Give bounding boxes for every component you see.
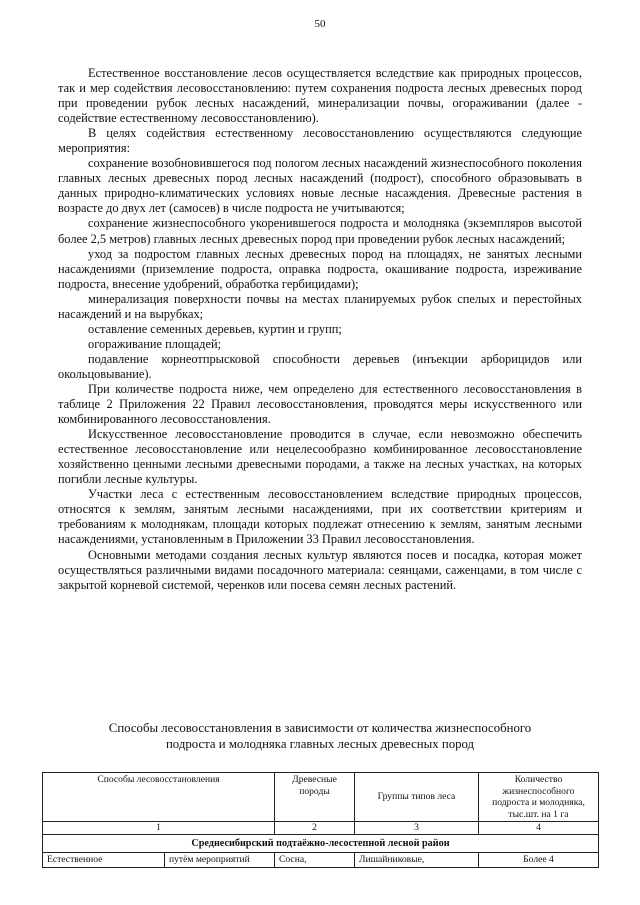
header-quantity: Количество жизнеспособного подроста и молодняка, тыс.шт. на 1 га (479, 773, 599, 822)
table-caption (58, 720, 582, 752)
caption-line: подроста и молодняка главных лесных древесных пород (165, 737, 475, 751)
paragraph: минерализация поверхности почвы на местах планируемых рубок спелых и перестойных насаждений и на вырубках; (58, 291, 582, 321)
paragraph: подавление корнеотпрысковой способности деревьев (инъекции арборицидов или окольцовывание). (58, 351, 582, 381)
paragraph: оставление семенных деревьев, куртин и групп; (88, 321, 342, 336)
column-number-row (43, 822, 599, 835)
body-text (58, 66, 582, 593)
region-row (43, 834, 599, 853)
cell-submethod: путём мероприятий (165, 853, 275, 868)
cell-species: Сосна, (275, 853, 355, 868)
paragraph: сохранение жизнеспособного укоренившегося подроста и молодняка (экземпляров высотой более 2,5 метров) главных лесных древесных пород при проведении рубок лесных насаждений; (58, 216, 582, 246)
paragraph: Основными методами создания лесных культур являются посев и посадка, которая может осуществляться различными видами посадочного материала: сеянцами, саженцами, в том числе с закрытой корневой системой, черенков или посева семян лесных растений. (58, 547, 582, 592)
column-number: 3 (355, 822, 479, 835)
paragraph: Участки леса с естественным лесовосстановлением вследствие природных процессов, относятся к землям, занятым лесными насаждениями, при их соответствии критериям и требованиям к молоднякам, площади которых подлежат отнесению к землям, занятым лесными насаждениями, установленным в Приложении 33 Правил лесовосстановления. (58, 487, 582, 547)
paragraph: Естественное восстановление лесов осуществляется вследствие как природных процессов, так и мер содействия лесовосстановлению: путем сохранения подроста лесных древесных пород при проведении рубок лесных насаждений, минерализации почвы, огораживании (далее - содействие естественному лесовосстановлению). (58, 66, 582, 126)
header-species: Древесные породы (275, 773, 355, 822)
paragraph: В целях содействия естественному лесовосстановлению осуществляются следующие мероприятия: (58, 126, 582, 156)
paragraph: уход за подростом главных лесных древесных пород на площадях, не занятых лесными насаждениями (приземление подроста, оправка подроста, окашивание подроста, изреживание подроста, внесение удобрений, обработка гербицидами); (58, 246, 582, 291)
paragraph: сохранение возобновившегося под пологом лесных насаждений жизнеспособного поколения главных лесных древесных пород лесных насаждений (подрост), способного образовывать в данных природно-климатических условиях новые лесные насаждения. Древесные растения в возрасте до двух лет (самосев) в числе подроста не учитываются; (58, 156, 582, 216)
table-row (43, 853, 599, 868)
paragraph: огораживание площадей; (88, 336, 222, 351)
caption-line: Способы лесовосстановления в зависимости от количества жизнеспособного (108, 721, 532, 735)
cell-quantity: Более 4 (479, 853, 599, 868)
page-number: 50 (314, 18, 326, 30)
table-header-row (43, 773, 599, 822)
column-number: 1 (43, 822, 275, 835)
header-methods: Способы лесовосстановления (43, 773, 275, 822)
header-forest-types: Группы типов леса (355, 773, 479, 822)
column-number: 2 (275, 822, 355, 835)
paragraph: Искусственное лесовосстановление проводится в случае, если невозможно обеспечить естественное лесовосстановление или нецелесообразно комбинированное лесовосстановление хозяйственно ценными лесными древесными породами, а также на лесных участках, на которых погибли лесные культуры. (58, 427, 582, 487)
cell-method: Естественное (43, 853, 165, 868)
reforestation-table (42, 772, 599, 868)
column-number: 4 (479, 822, 599, 835)
region-name: Среднесибирский подтаёжно-лесостепной лесной район (43, 834, 599, 853)
cell-forest-type: Лишайниковые, (355, 853, 479, 868)
paragraph: При количестве подроста ниже, чем определено для естественного лесовосстановления в таблице 2 Приложения 22 Правил лесовосстановления, проводятся меры искусственного или комбинированного лесовосстановления. (58, 381, 582, 427)
